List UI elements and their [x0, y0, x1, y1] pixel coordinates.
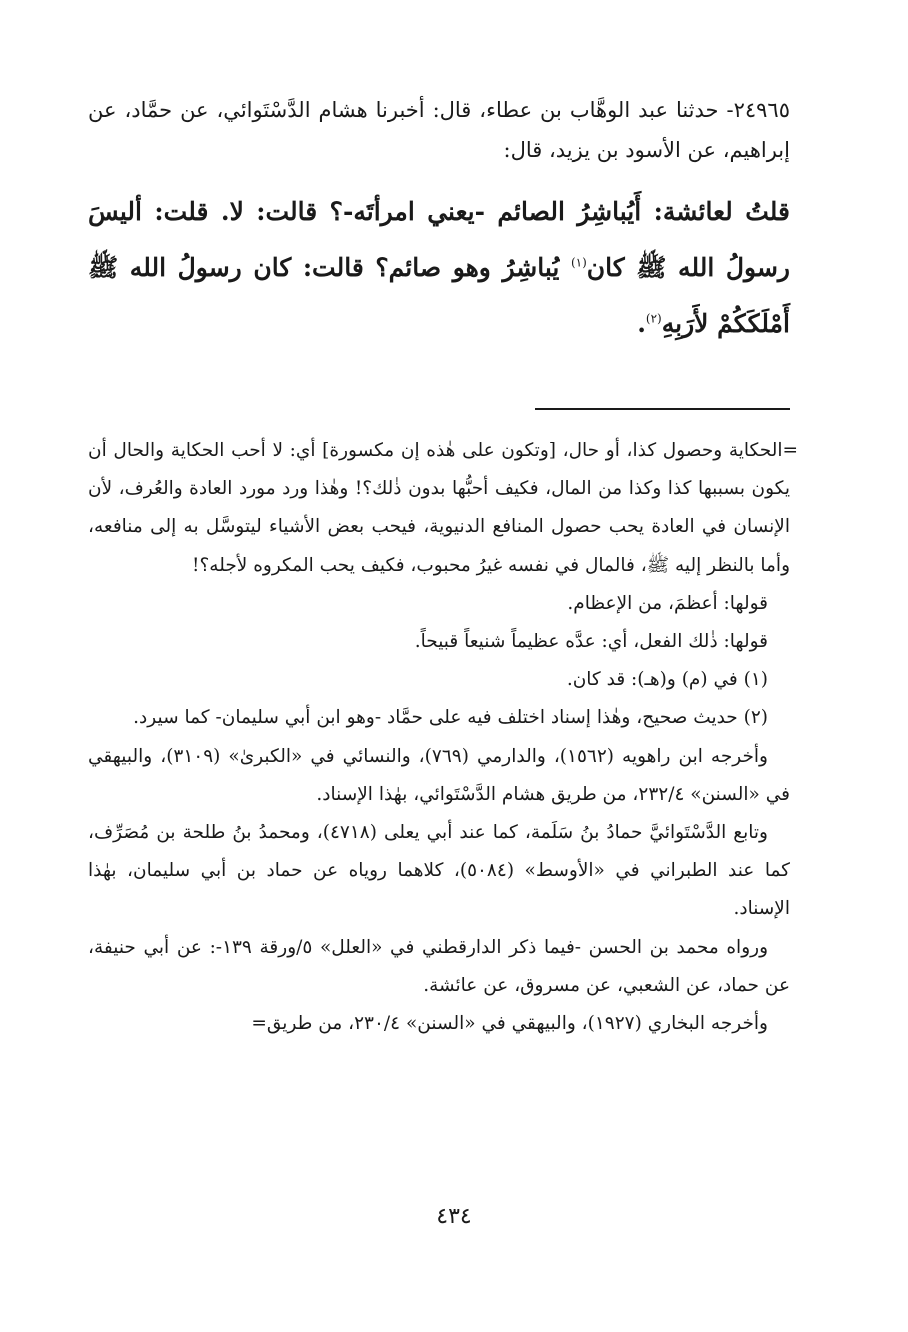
page-number: ٤٣٤	[436, 1204, 472, 1229]
footnote-ref-1[interactable]: (١)	[570, 255, 587, 270]
hadith-chain: ٢٤٩٦٥- حدثنا عبد الوهَّاب بن عطاء، قال: أخبرنا هشام الدَّسْتَوائي، عن حمَّاد، عن إبراهيم، عن الأسود بن يزيد، قال:	[88, 98, 790, 162]
footnote-line: قولها: أعظمَ، من الإعظام.	[567, 592, 768, 614]
footnote-paragraph: وأخرجه البخاري (١٩٢٧)، والبيهقي في «السنن» ٢٣٠/٤، من طريق=	[251, 1013, 768, 1035]
matn-end: .	[637, 309, 646, 338]
footnote-2: (٢) حديث صحيح، وهٰذا إسناد اختلف فيه على حمَّاد -وهو ابن أبي سليمان- كما سيرد.	[133, 707, 768, 729]
footnote-ref-2[interactable]: (٢)	[645, 311, 662, 326]
footnote-paragraph: وتابع الدَّسْتَوائيَّ حمادُ بنُ سَلَمة، كما عند أبي يعلى (٤٧١٨)، ومحمدُ بنُ طلحة بن مُصَرِّف، كما عند الطبراني في «الأوسط» (٥٠٨٤)، كلاهما روياه عن حماد بن أبي سليمان، بهٰذا الإسناد.	[88, 822, 790, 920]
footnote-paragraph: ورواه محمد بن الحسن -فيما ذكر الدارقطني في «العلل» ٥/ورقة ١٣٩-: عن أبي حنيفة، عن حماد، عن الشعبي، عن مسروق، عن عائشة.	[88, 936, 790, 996]
footnote-paragraph: وأخرجه ابن راهويه (١٥٦٢)، والدارمي (٧٦٩)، والنسائي في «الكبرىٰ» (٣١٠٩)، والبيهقي في «السنن» ٢٣٢/٤، من طريق هشام الدَّسْتَوائي، بهٰذا الإسناد.	[88, 745, 790, 805]
hadith-number: ٢٤٩٦٥	[733, 98, 790, 122]
footnote-separator	[535, 408, 790, 410]
matn-part-2: يُباشِرُ وهو صائم؟ قالت: كان رسولُ الله ﷺ أَمْلَكَكُمْ لأَرَبِهِ	[88, 253, 790, 338]
footnote-line: قولها: ذٰلك الفعل، أي: عدَّه عظيماً شنيعاً قبيحاً.	[414, 631, 768, 653]
hadith-matn	[88, 184, 790, 352]
footnotes	[88, 432, 798, 1043]
footnote-1: (١) في (م) و(هـ): قد كان.	[566, 669, 768, 691]
matn-part-1: قلتُ لعائشة: أَيُباشِرُ الصائم -يعني امرأتَه-؟ قالت: لا. قلت: أليسَ رسولُ الله ﷺ كان	[88, 197, 790, 282]
footnote-continuation: =الحكاية وحصول كذا، أو حال، [وتكون على هٰذه إن مكسورة] أي: لا أحب الحكاية والحال أن يكون بسببها كذا وكذا من المال، فكيف أحبُّها بدون ذٰلك؟! وهٰذا ورد مورد العادة والعُرف، لأن الإنسان في العادة يحب حصول المنافع الدنيوية، فيحب بعض الأشياء ليتوسَّل به إلى منافعه، وأما بالنظر إليه ﷺ، فالمال في نفسه غيرُ محبوب، فكيف يحب المكروه لأجله؟!	[88, 440, 798, 576]
hadith-isnad: حدثنا عبد الوهَّاب بن عطاء، قال: أخبرنا هشام الدَّسْتَوائي، عن حمَّاد، عن إبراهيم، عن الأسود بن يزيد، قال:	[88, 98, 790, 162]
